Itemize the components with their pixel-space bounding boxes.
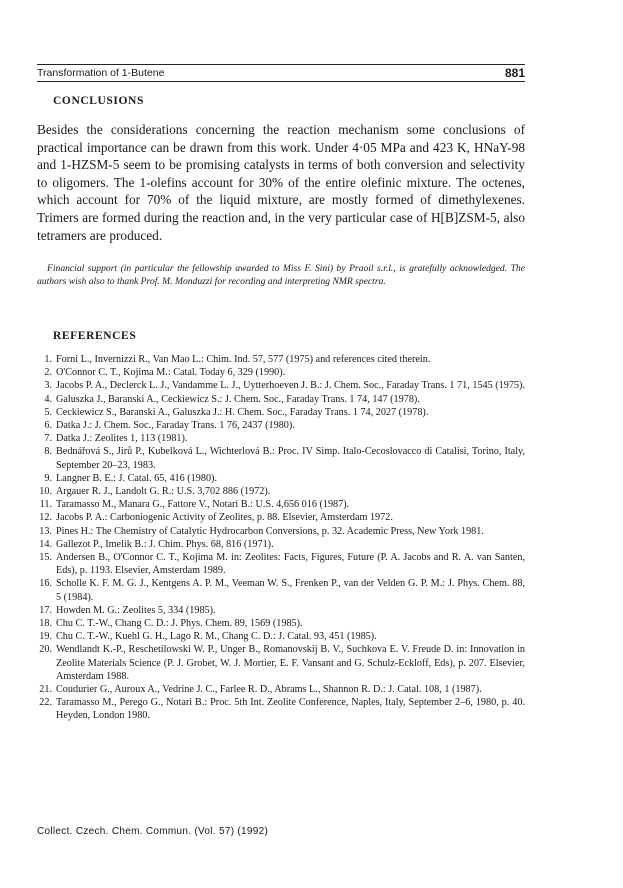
reference-number: 12.	[39, 512, 52, 524]
reference-text: Jacobs P. A.: Carboniogenic Activity of Zeolites, p. 88. Elsevier, Amsterdam 1972.	[56, 512, 393, 524]
reference-number: 1.	[44, 354, 52, 365]
reference-number: 8.	[44, 446, 52, 458]
reference-item	[37, 472, 525, 485]
reference-number: 22.	[39, 697, 52, 709]
reference-number: 14.	[39, 538, 52, 550]
reference-number: 4.	[44, 393, 52, 405]
reference-text: Chu C. T.-W., Kuehl G. H., Lago R. M., Chang C. D.: J. Catal. 93, 451 (1985).	[56, 631, 377, 643]
reference-item	[37, 577, 525, 603]
reference-number: 13.	[39, 525, 52, 537]
reference-item	[37, 445, 525, 471]
reference-item	[37, 419, 525, 432]
conclusions-heading: CONCLUSIONS	[53, 95, 144, 107]
reference-number: 3.	[44, 380, 52, 392]
reference-item	[37, 393, 525, 406]
reference-item	[37, 353, 525, 366]
reference-item	[37, 379, 525, 392]
reference-list	[37, 353, 525, 723]
journal-footer: Collect. Czech. Chem. Commun. (Vol. 57) (1992)	[37, 826, 269, 837]
reference-item	[37, 406, 525, 419]
reference-item	[37, 551, 525, 577]
reference-text: Howden M. G.: Zeolites 5, 334 (1985).	[56, 604, 216, 616]
running-title: Transformation of 1-Butene	[37, 67, 165, 79]
reference-item	[37, 485, 525, 498]
reference-item	[37, 525, 525, 538]
page-number: 881	[504, 66, 525, 80]
reference-number: 21.	[39, 684, 52, 696]
references-heading: REFERENCES	[53, 330, 137, 342]
reference-number: 2.	[44, 367, 52, 379]
reference-text: Argauer R. J., Landolt G. R.: U.S. 3,702 886 (1972).	[56, 486, 271, 498]
reference-text: Jacobs P. A., Declerck L. J., Vandamme L. J., Uytterhoeven J. B.: J. Chem. Soc., Faraday Trans. 1 71, 1545 (1975).	[56, 380, 525, 392]
reference-text: Coudurier G., Auroux A., Vedrine J. C., Farlee R. D., Abrams L., Shannon R. D.: J. Catal. 108, 1 (1987).	[56, 684, 482, 696]
reference-number: 19.	[39, 631, 52, 643]
reference-number: 15.	[39, 552, 52, 564]
reference-text: Scholle K. F. M. G. J., Kentgens A. P. M., Veeman W. S., Frenken P., van der Velden G. P. M.: J. Phys. Chem. 88, 5 (1984).	[56, 578, 525, 603]
reference-number: 9.	[44, 472, 52, 484]
reference-item	[37, 630, 525, 643]
reference-item	[37, 643, 525, 683]
reference-number: 10.	[39, 486, 52, 498]
reference-item	[37, 538, 525, 551]
reference-text: Pines H.: The Chemistry of Catalytic Hydrocarbon Conversions, p. 32. Academic Press, New York 1981.	[56, 525, 484, 537]
journal-page	[37, 0, 525, 888]
acknowledgement-paragraph: Financial support (in particular the fellowship awarded to Miss F. Sini) by Praoil s.r.l., is gratefully acknowledged. The authors wish also to thank Prof. M. Monduzzi for recording and interpreting NMR spectra.	[37, 263, 525, 288]
reference-text: Taramasso M., Manara G., Fattore V., Notari B.: U.S. 4,656 016 (1987).	[56, 499, 350, 511]
reference-text: O'Connor C. T., Kojima M.: Catal. Today 6, 329 (1990).	[56, 367, 286, 379]
conclusions-paragraph: Besides the considerations concerning the reaction mechanism some conclusions of practical importance can be drawn from this work. Under 4·05 MPa and 423 K, HNaY-98 and 1-HZSM-5 seem to be promising catalysts in terms of both conversion and selectivity to oligomers. The 1-olefins account for 30% of the entire olefinic mixture. The octenes, which account for 70% of the liquid mixture, are mostly formed of dimethylexenes. Trimers are formed during the reaction and, in the very particular case of H[B]ZSM-5, also tetramers are produced.	[37, 122, 525, 243]
page-header	[37, 64, 525, 82]
reference-text: Chu C. T.-W., Chang C. D.: J. Phys. Chem. 89, 1569 (1985).	[56, 618, 303, 630]
reference-item	[37, 498, 525, 511]
reference-number: 18.	[39, 618, 52, 630]
reference-text: Galuszka J., Baranski A., Ceckiewicz S.: J. Chem. Soc., Faraday Trans. 1 74, 147 (1978).	[56, 393, 420, 405]
reference-number: 17.	[39, 604, 52, 616]
reference-number: 5.	[44, 406, 52, 418]
reference-text: Bednářová S., Jirů P., Kubelková L., Wichterlová B.: Proc. IV Simp. Italo-Cecoslovacco di Catalisi, Torino, Italy, September 20–23, 1983.	[56, 446, 525, 471]
reference-text: Gallezot P., Imelik B.: J. Chim. Phys. 68, 816 (1971).	[56, 538, 274, 550]
reference-item	[37, 617, 525, 630]
reference-item	[37, 432, 525, 445]
reference-item	[37, 683, 525, 696]
reference-number: 16.	[39, 578, 52, 590]
reference-number: 7.	[44, 433, 52, 445]
reference-text: Forni L., Invernizzi R., Van Mao L.: Chim. Ind. 57, 577 (1975) and references cited therein.	[56, 354, 431, 365]
reference-item	[37, 511, 525, 524]
reference-text: Datka J.: Zeolites 1, 113 (1981).	[56, 433, 188, 445]
reference-text: Langner B. E.: J. Catal. 65, 416 (1980).	[56, 472, 217, 484]
reference-text: Datka J.: J. Chem. Soc., Faraday Trans. 1 76, 2437 (1980).	[56, 420, 295, 432]
reference-item	[37, 366, 525, 379]
reference-text: Wendlandt K.-P., Reschetilowski W. P., Unger B., Romanovskij B. V., Suchkova E. V. Freude D. in: Innovation in Zeolite Materials Science (P. J. Grobet, W. J. Mortier, E. F. Vansant and G. Schulz-Eckloff, Eds), p. 207. Elsevier, Amsterdam 1988.	[56, 644, 525, 682]
reference-number: 6.	[44, 420, 52, 432]
reference-text: Ceckiewicz S., Baranski A., Galuszka J.: H. Chem. Soc., Faraday Trans. 1 74, 2027 (1978).	[56, 406, 429, 418]
reference-item	[37, 604, 525, 617]
reference-item	[37, 696, 525, 722]
reference-text: Taramasso M., Perego G., Notari B.: Proc. 5th Int. Zeolite Conference, Naples, Italy, September 2–6, 1980, p. 40. Heyden, London 1980.	[56, 697, 525, 722]
reference-number: 11.	[39, 499, 52, 511]
reference-text: Andersen B., O'Connor C. T., Kojima M. in: Zeolites: Facts, Figures, Future (P. A. Jacobs and R. A. van Santen, Eds), p. 1193. Elsevier, Amsterdam 1989.	[56, 552, 525, 577]
reference-number: 20.	[39, 644, 52, 656]
